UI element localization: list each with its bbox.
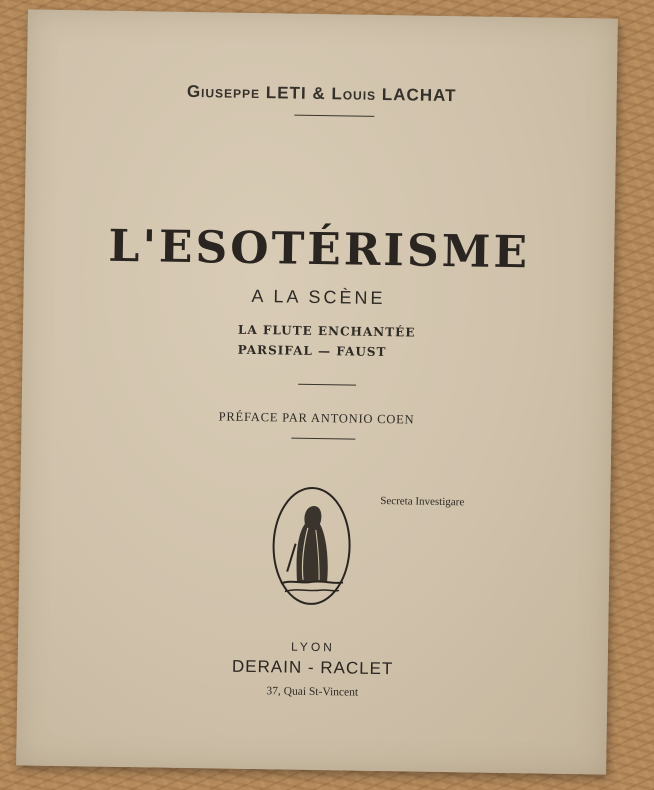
authors: Giuseppe LETI & Louis LACHAT	[186, 81, 457, 106]
book-title: L'ESOTÉRISME	[108, 220, 531, 279]
publisher-address: 37, Quai St-Vincent	[266, 685, 359, 699]
hooded-figure-emblem	[269, 483, 355, 608]
divider	[291, 438, 355, 440]
book-cover	[16, 9, 618, 774]
book-subtitle: A LA SCÈNE	[251, 285, 386, 309]
publisher-city: LYON	[290, 639, 335, 655]
works-line-2: PARSIFAL — FAUST	[237, 342, 387, 360]
motto: Secreta Investigare	[380, 495, 465, 509]
works-line-1: LA FLUTE ENCHANTÉE	[237, 322, 416, 340]
divider	[294, 115, 374, 117]
divider	[298, 384, 356, 386]
publisher-name: DERAIN - RACLET	[231, 656, 394, 679]
preface-credit: PRÉFACE PAR ANTONIO COEN	[218, 409, 415, 427]
